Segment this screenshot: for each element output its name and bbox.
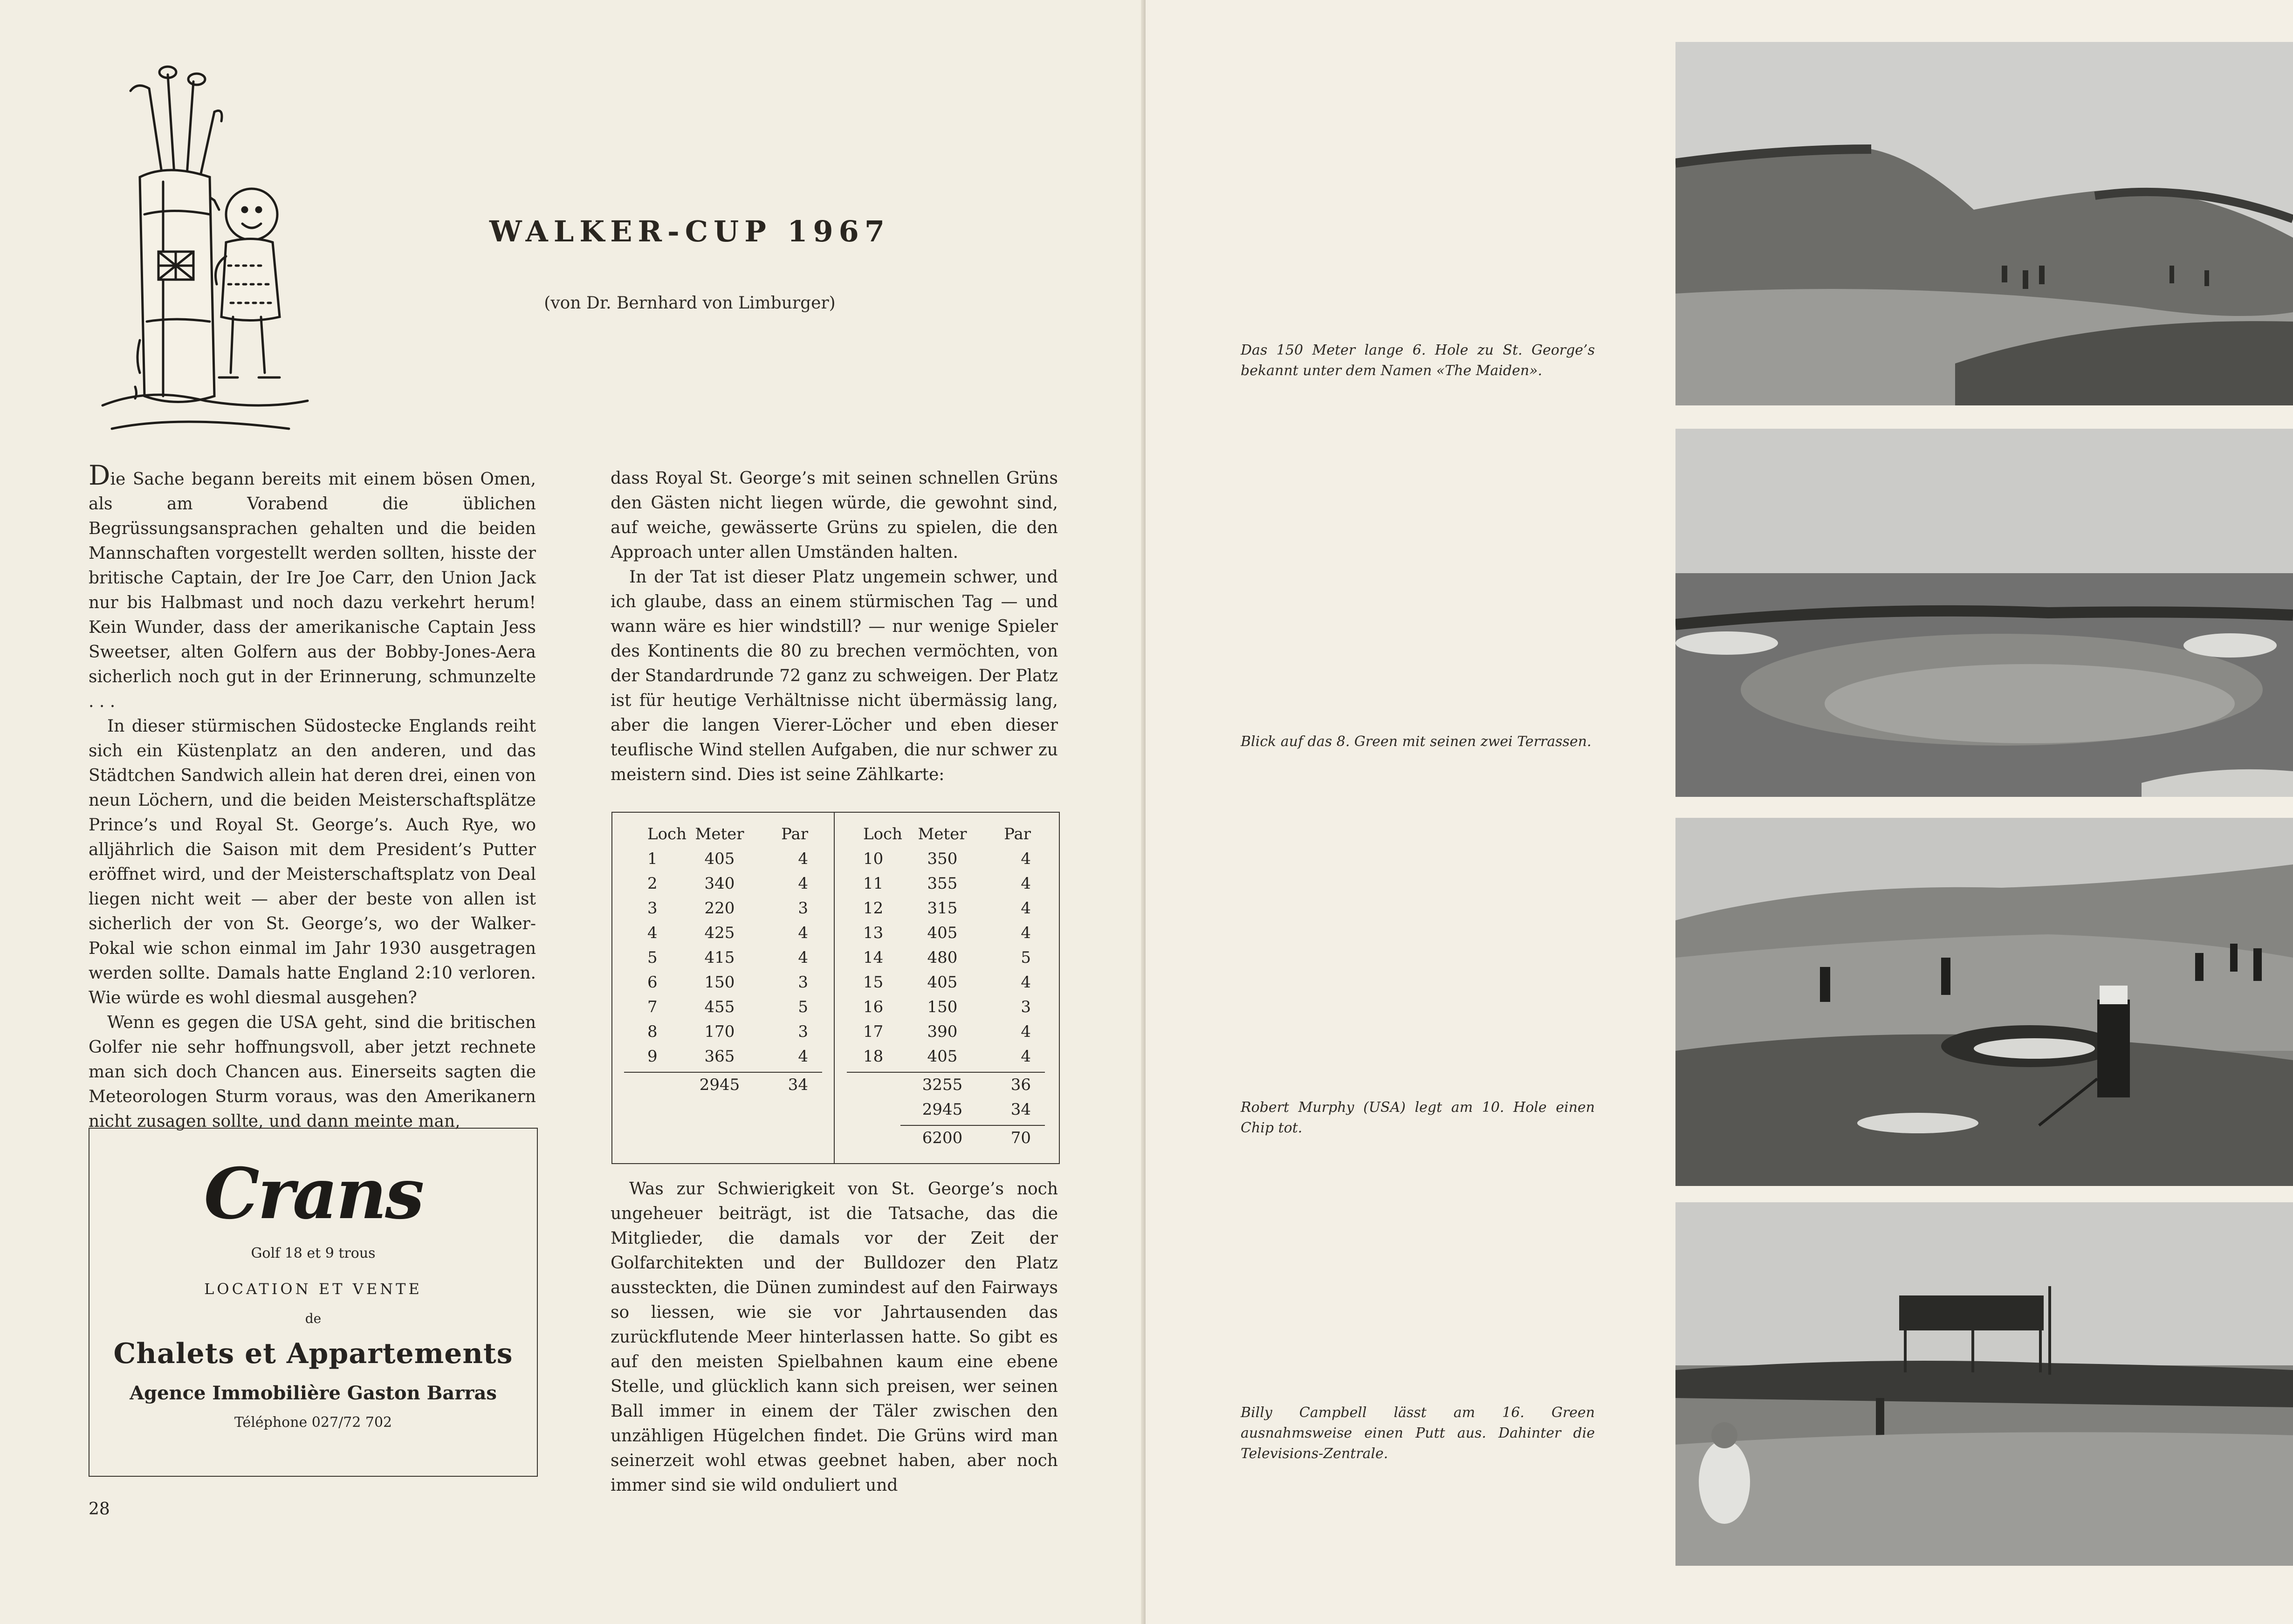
scorecard-cell-hole: 11 bbox=[863, 874, 884, 893]
scorecard-cell-hole: 10 bbox=[863, 850, 884, 868]
scorecard-cell-meter: 150 bbox=[704, 973, 735, 992]
scorecard-cell-meter: 355 bbox=[927, 874, 958, 893]
article-column-2 bbox=[611, 466, 1058, 787]
article-column-1 bbox=[89, 459, 536, 1134]
left-page bbox=[0, 0, 1146, 1624]
scorecard-front-nine bbox=[612, 822, 831, 1097]
article-byline: (von Dr. Bernhard von Limburger) bbox=[544, 294, 836, 313]
scorecard-carry-row: 2945 34 bbox=[922, 1100, 1031, 1119]
scorecard-cell-meter: 390 bbox=[927, 1022, 958, 1041]
scorecard-cell-meter: 150 bbox=[927, 998, 958, 1016]
golfer-cartoon-illustration bbox=[93, 61, 312, 447]
scorecard-cell-par: 4 bbox=[798, 948, 808, 967]
scorecard-cell-par: 3 bbox=[798, 973, 808, 992]
scorecard-cell-hole: 16 bbox=[863, 998, 884, 1016]
scorecard-cell-hole: 2 bbox=[647, 874, 658, 893]
photo-caption-2: Blick auf das 8. Green mit seinen zwei Terrassen. bbox=[1241, 733, 1592, 750]
scorecard-row bbox=[835, 921, 1054, 946]
drop-cap: D bbox=[89, 459, 110, 491]
scorecard-cell-par: 4 bbox=[1021, 924, 1031, 942]
scorecard-cell-par: 4 bbox=[798, 874, 808, 893]
paragraph: dass Royal St. George’s mit seinen schnellen Grüns den Gästen nicht liegen würde, die gewohnt sind, auf weiche, gewässerte Grüns zu spielen, die den Approach unter allen Umständen halten. bbox=[611, 469, 1058, 562]
scorecard-cell-par: 5 bbox=[1021, 948, 1031, 967]
scorecard-cell-par: 4 bbox=[1021, 874, 1031, 893]
scorecard-cell-hole: 18 bbox=[863, 1047, 884, 1066]
photo-caption-4: Billy Campbell lässt am 16. Green ausnahmsweise einen Putt aus. Dahinter die Televisions-Zentrale. bbox=[1241, 1405, 1595, 1462]
paragraph: In der Tat ist dieser Platz ungemein schwer, und ich glaube, dass an einem stürmischen Tag — und wann wäre es hier windstill? — nur wenige Spieler des Kontinents die 80 zu brechen vermöchten, von der Standardrunde 72 ganz zu schweigen. Der Platz ist für heutige Verhältnisse nicht übermässig lang, aber die langen Vierer-Löcher und eben dieser teuflische Wind stellen Aufgaben, die nur schwer zu meistern sind. Dies ist seine Zählkarte: bbox=[611, 568, 1058, 784]
photo-caption-1: Das 150 Meter lange 6. Hole zu St. George’s bekannt unter dem Namen «The Maiden». bbox=[1241, 342, 1595, 379]
scorecard-row bbox=[612, 921, 831, 946]
scorecard-divider bbox=[834, 813, 835, 1163]
scorecard-row bbox=[835, 847, 1054, 871]
scorecard-cell-par: 4 bbox=[798, 924, 808, 942]
scorecard-cell-meter: 415 bbox=[704, 948, 735, 967]
scorecard-header-row: Loch Meter Par bbox=[863, 825, 1031, 843]
page-number: 28 bbox=[89, 1500, 110, 1519]
scorecard-cell-meter: 405 bbox=[704, 850, 735, 868]
scorecard-cell-hole: 6 bbox=[647, 973, 658, 992]
photo-robert-murphy-chip bbox=[1675, 818, 2293, 1186]
scorecard-cell-par: 3 bbox=[798, 899, 808, 918]
scorecard-cell-meter: 340 bbox=[704, 874, 735, 893]
scorecard-cell-par: 4 bbox=[1021, 973, 1031, 992]
scorecard-cell-meter: 170 bbox=[704, 1022, 735, 1041]
scorecard-back-nine bbox=[835, 822, 1054, 1151]
scorecard-cell-meter: 405 bbox=[927, 924, 958, 942]
scorecard-total-row: 3255 36 bbox=[922, 1076, 1031, 1094]
scorecard-cell-par: 4 bbox=[798, 1047, 808, 1066]
photo-hole-6 bbox=[1675, 42, 2293, 405]
scorecard-row bbox=[612, 847, 831, 871]
ad-headline: Chalets et Appartements bbox=[113, 1337, 513, 1370]
scorecard-row bbox=[835, 995, 1054, 1020]
scorecard-cell-par: 4 bbox=[1021, 850, 1031, 868]
article-column-3 bbox=[611, 1177, 1058, 1498]
scorecard-cell-meter: 480 bbox=[927, 948, 958, 967]
scorecard-cell-hole: 1 bbox=[647, 850, 658, 868]
scorecard-row bbox=[835, 896, 1054, 921]
scorecard-cell-meter: 220 bbox=[704, 899, 735, 918]
paragraph: In dieser stürmischen Südostecke Englands reiht sich ein Küstenplatz an den anderen, und das Städtchen Sandwich allein hat deren drei, einen von neun Löchern, und die beiden Meisterschaftsplätze Prince’s und Royal St. George’s. Auch Rye, wo alljährlich die Saison mit dem President’s Putter eröffnet wird, und der Meisterschaftsplatz von Deal liegen nicht weit — aber der beste von allen ist sicherlich der von St. George’s, wo der Walker-Pokal wie schon einmal im Jahr 1930 ausgetragen werden sollte. Damals hatte England 2:10 verloren. Wie würde es wohl diesmal ausgehen? bbox=[89, 717, 536, 1007]
ad-golf-line: Golf 18 et 9 trous bbox=[251, 1245, 376, 1261]
scorecard-cell-hole: 7 bbox=[647, 998, 658, 1016]
scorecard-row bbox=[612, 995, 831, 1020]
scorecard-row bbox=[612, 1044, 831, 1069]
scorecard-cell-hole: 12 bbox=[863, 899, 884, 918]
scorecard-row bbox=[612, 871, 831, 896]
photo-billy-campbell-putt bbox=[1675, 1202, 2293, 1566]
scorecard-cell-par: 3 bbox=[1021, 998, 1031, 1016]
scorecard-cell-hole: 5 bbox=[647, 948, 658, 967]
scorecard-cell-meter: 365 bbox=[704, 1047, 735, 1066]
ad-telephone: Téléphone 027/72 702 bbox=[234, 1414, 392, 1431]
scorecard-cell-par: 4 bbox=[1021, 899, 1031, 918]
photo-caption-3: Robert Murphy (USA) legt am 10. Hole einen Chip tot. bbox=[1241, 1099, 1595, 1136]
scorecard-cell-meter: 405 bbox=[927, 973, 958, 992]
scorecard-cell-hole: 13 bbox=[863, 924, 884, 942]
scorecard-cell-meter: 350 bbox=[927, 850, 958, 868]
scorecard-cell-meter: 315 bbox=[927, 899, 958, 918]
scorecard-row bbox=[612, 896, 831, 921]
ad-location-line: LOCATION ET VENTE bbox=[204, 1280, 422, 1298]
scorecard-cell-hole: 9 bbox=[647, 1047, 658, 1066]
ad-agency: Agence Immobilière Gaston Barras bbox=[130, 1382, 497, 1404]
article-title: WALKER-CUP 1967 bbox=[489, 214, 890, 248]
scorecard-grand-total-row: 6200 70 bbox=[922, 1129, 1031, 1147]
scorecard-table bbox=[611, 812, 1060, 1164]
scorecard-cell-hole: 8 bbox=[647, 1022, 658, 1041]
scorecard-row bbox=[612, 946, 831, 970]
scorecard-total-row: 2945 34 bbox=[699, 1076, 808, 1094]
scorecard-header-row: Loch Meter Par bbox=[647, 825, 808, 843]
scorecard-cell-meter: 455 bbox=[704, 998, 735, 1016]
scorecard-row bbox=[612, 1020, 831, 1044]
scorecard-cell-hole: 15 bbox=[863, 973, 884, 992]
scorecard-cell-meter: 405 bbox=[927, 1047, 958, 1066]
ad-de-line: de bbox=[305, 1311, 322, 1326]
photo-8th-green bbox=[1675, 429, 2293, 797]
scorecard-row bbox=[835, 1020, 1054, 1044]
scorecard-row bbox=[835, 871, 1054, 896]
scorecard-row bbox=[835, 946, 1054, 970]
scorecard-cell-hole: 17 bbox=[863, 1022, 884, 1041]
scorecard-cell-par: 4 bbox=[1021, 1022, 1031, 1041]
scorecard-cell-hole: 14 bbox=[863, 948, 884, 967]
crans-advertisement bbox=[89, 1128, 538, 1477]
scorecard-row bbox=[835, 1044, 1054, 1069]
scorecard-cell-par: 3 bbox=[798, 1022, 808, 1041]
scorecard-row bbox=[835, 970, 1054, 995]
scorecard-cell-par: 4 bbox=[1021, 1047, 1031, 1066]
paragraph: Die Sache begann bereits mit einem bösen Omen, als am Vorabend die üblichen Begrüssungsansprachen gehalten und die beiden Mannschaften vorgestellt werden sollten, hisste der britische Captain, der Ire Joe Carr, den Union Jack nur bis Halbmast und noch dazu verkehrt herum! Kein Wunder, dass der amerikanische Captain Jess Sweetser, alten Golfern aus der Bobby-Jones-Aera sicherlich noch gut in der Erinnerung, schmunzelte . . . bbox=[89, 459, 536, 711]
scorecard-cell-par: 5 bbox=[798, 998, 808, 1016]
crans-logo: Crans bbox=[204, 1153, 423, 1235]
paragraph: Wenn es gegen die USA geht, sind die britischen Golfer nie sehr hoffnungsvoll, aber jetzt rechnete man sich doch Chancen aus. Einerseits sagten die Meteorologen Sturm voraus, was den Amerikanern nicht zusagen sollte, und dann meinte man, bbox=[89, 1013, 536, 1131]
scorecard-cell-meter: 425 bbox=[704, 924, 735, 942]
scorecard-cell-hole: 3 bbox=[647, 899, 658, 918]
scorecard-cell-par: 4 bbox=[798, 850, 808, 868]
scorecard-row bbox=[612, 970, 831, 995]
paragraph: Was zur Schwierigkeit von St. George’s noch ungeheuer beiträgt, ist die Tatsache, das die Mitglieder, die damals vor der Zeit der Golfarchitekten und der Bulldozer den Platz aussteckten, die Dünen zumindest auf den Fairways so liessen, wie sie vor Jahrtausenden das zurückflutende Meer hinterlassen hatte. So gibt es auf den meisten Spielbahnen kaum eine ebene Stelle, und glücklich kann sich preisen, wer seinen Ball immer in einem der Täler zwischen den unzähligen Hügelchen findet. Die Grüns wird man seinerzeit wohl etwas geebnet haben, aber noch immer sind sie wild onduliert und bbox=[611, 1179, 1058, 1495]
scorecard-cell-hole: 4 bbox=[647, 924, 658, 942]
